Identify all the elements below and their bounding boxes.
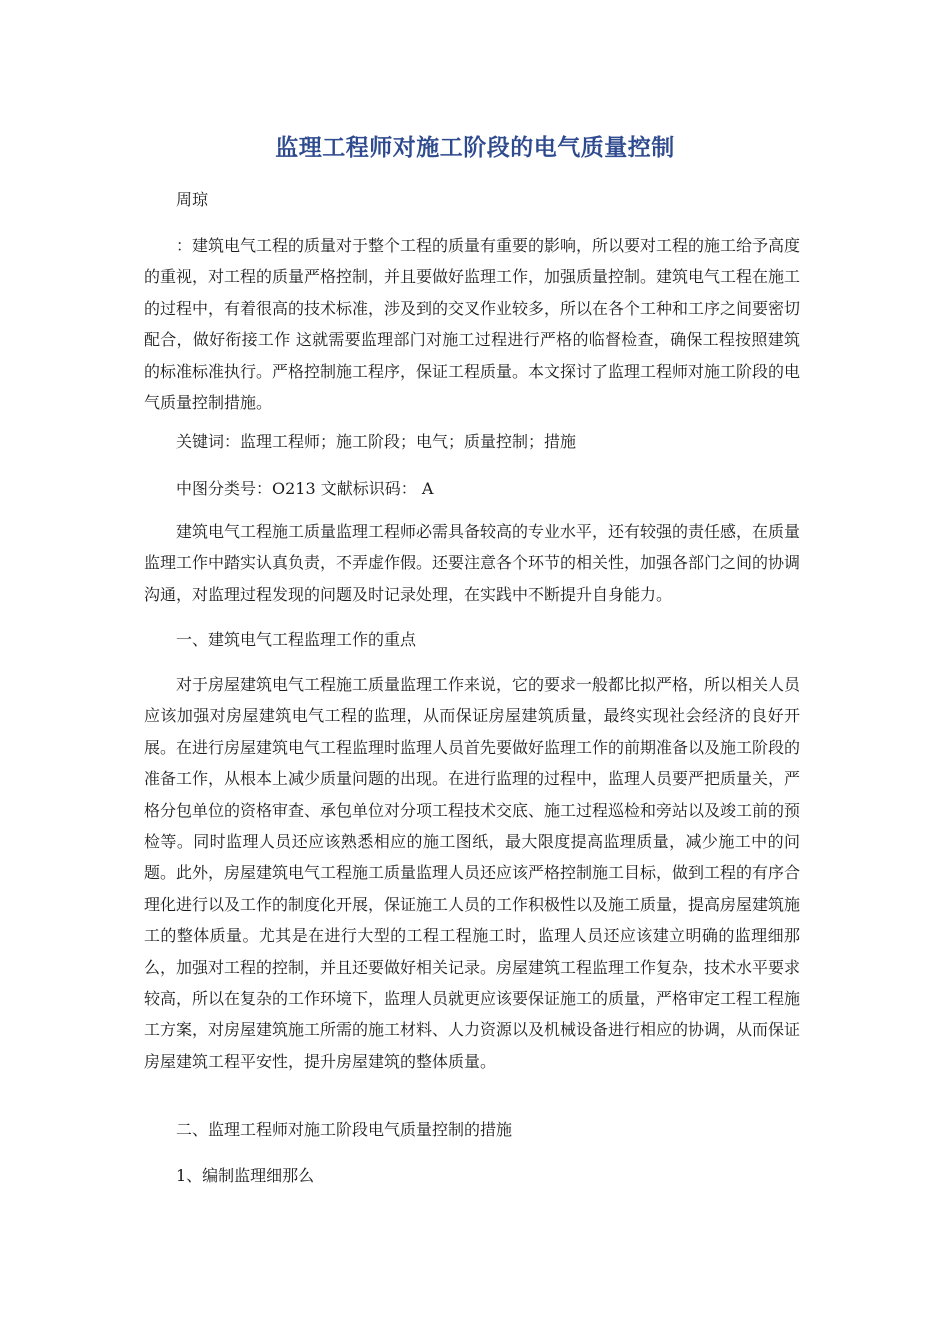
section1-heading: 一、建筑电气工程监理工作的重点 xyxy=(176,630,417,649)
classification-line: 中图分类号：O213 文献标识码： A xyxy=(176,479,434,498)
author-name: 周琼 xyxy=(176,190,209,209)
section2-heading: 二、监理工程师对施工阶段电气质量控制的措施 xyxy=(176,1120,513,1139)
keywords-line: 关键词：监理工程师；施工阶段；电气；质量控制；措施 xyxy=(176,432,577,451)
document-title: 监理工程师对施工阶段的电气质量控制 xyxy=(275,135,675,161)
section1-body-paragraph: 对于房屋建筑电气工程施工质量监理工作来说，它的要求一般都比拟严格，所以相关人员应该加强对房屋建筑电气工程的监理，从而保证房屋建筑质量，最终实现社会经济的良好开展。在进行房屋建筑电气工程监理时监理人员首先要做好监理工作的前期准备以及施工阶段的准备工作，从根本上减少质量问题的出现。在进行监理的过程中，监理人员要严把质量关，严格分包单位的资格审查、承包单位对分项工程技术交底、施工过程巡检和旁站以及竣工前的预检等。同时监理人员还应该熟悉相应的施工图纸，最大限度提高监理质量，减少施工中的问题。此外，房屋建筑电气工程施工质量监理人员还应该严格控制施工目标，做到工程的有序合理化进行以及工作的制度化开展，保证施工人员的工作积极性以及施工质量，提高房屋建筑施工的整体质量。尤其是在进行大型的工程工程施工时，监理人员还应该建立明确的监理细那么，加强对工程的控制，并且还要做好相关记录。房屋建筑工程监理工作复杂，技术水平要求较高，所以在复杂的工作环境下，监理人员就更应该要保证施工的质量，严格审定工程工程施工方案，对房屋建筑施工所需的施工材料、人力资源以及机械设备进行相应的协调，从而保证房屋建筑工程平安性，提升房屋建筑的整体质量。 xyxy=(144,675,801,1071)
subsection1-heading: 1、编制监理细那么 xyxy=(176,1166,315,1185)
abstract-paragraph: ：建筑电气工程的质量对于整个工程的质量有重要的影响，所以要对工程的施工给予高度的重视，对工程的质量严格控制，并且要做好监理工作，加强质量控制。建筑电气工程在施工的过程中，有着很高的技术标准，涉及到的交叉作业较多，所以在各个工种和工序之间要密切配合，做好衔接工作 这就需要监理部门对施工过程进行严格的临督检查，确保工程按照建筑的标准标准执行。严格控制施工程序，保证工程质量。本文探讨了监理工程师对施工阶段的电气质量控制措施。 xyxy=(144,236,801,413)
intro-paragraph: 建筑电气工程施工质量监理工程师必需具备较高的专业水平，还有较强的责任感，在质量监理工作中踏实认真负责，不弄虚作假。还要注意各个环节的相关性，加强各部门之间的协调沟通，对监理过程发现的问题及时记录处理，在实践中不断提升自身能力。 xyxy=(144,522,801,604)
